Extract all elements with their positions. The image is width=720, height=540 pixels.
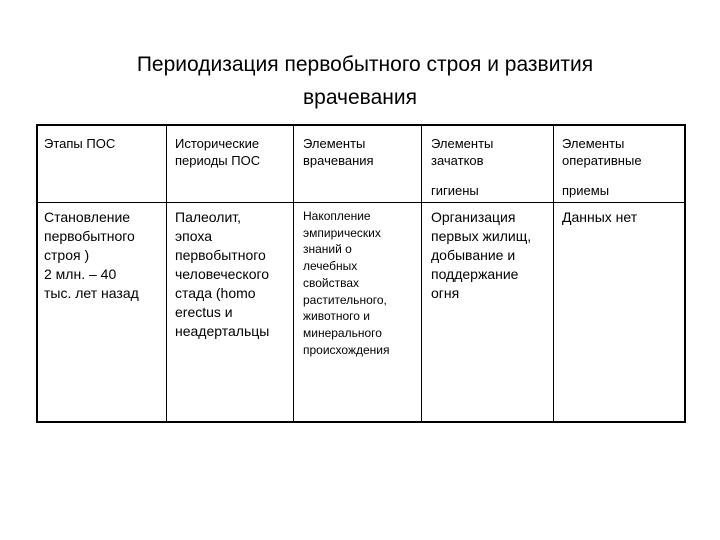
cell-hygiene bbox=[431, 208, 553, 303]
header-healing bbox=[303, 135, 418, 169]
column-divider bbox=[166, 126, 167, 421]
cell-period bbox=[175, 208, 293, 341]
header-text: приемы bbox=[562, 183, 610, 198]
column-divider bbox=[293, 126, 294, 421]
cell-line: стада (homo bbox=[175, 285, 256, 301]
cell-line: Организация bbox=[431, 209, 516, 225]
cell-line: знаний о bbox=[303, 242, 352, 257]
header-text: Элементы bbox=[431, 136, 494, 151]
cell-line: Данных нет bbox=[562, 209, 638, 225]
cell-line: тыс. лет назад bbox=[44, 285, 139, 301]
header-text: Этапы ПОС bbox=[44, 136, 116, 151]
cell-stage bbox=[44, 208, 166, 303]
cell-line: 2 млн. – 40 bbox=[44, 266, 117, 282]
cell-operative bbox=[562, 208, 684, 227]
header-text: Элементы bbox=[303, 136, 366, 151]
header-text: гигиены bbox=[431, 183, 479, 198]
cell-line: первобытного bbox=[44, 228, 135, 244]
cell-line: строя ) bbox=[44, 247, 90, 263]
header-divider bbox=[38, 202, 684, 203]
cell-line: первых жилищ, bbox=[431, 228, 532, 244]
periodization-table bbox=[36, 124, 686, 423]
slide-title bbox=[0, 48, 720, 114]
cell-line: эпоха bbox=[175, 228, 212, 244]
header-text: Элементы bbox=[562, 136, 625, 151]
cell-line: Становление bbox=[44, 209, 131, 225]
header-text: зачатков bbox=[431, 153, 484, 168]
cell-line: огня bbox=[431, 285, 460, 301]
header-stages bbox=[44, 135, 162, 152]
cell-line: первобытного bbox=[175, 247, 266, 263]
cell-line: человеческого bbox=[175, 266, 270, 282]
header-text: Исторические bbox=[175, 136, 260, 151]
header-text: периоды ПОС bbox=[175, 153, 261, 168]
column-divider bbox=[553, 126, 554, 421]
header-operative bbox=[562, 135, 682, 199]
header-text: оперативные bbox=[562, 153, 642, 168]
cell-line: свойствах bbox=[303, 275, 360, 290]
cell-healing bbox=[303, 208, 421, 358]
cell-line: erectus и bbox=[175, 304, 233, 320]
cell-line: Накопление bbox=[303, 209, 371, 223]
cell-line: животного и bbox=[303, 309, 371, 324]
header-text: врачевания bbox=[303, 153, 374, 168]
cell-line: лечебных bbox=[303, 259, 358, 274]
title-line-1: Периодизация первобытного строя и развития bbox=[136, 53, 594, 76]
cell-line: поддержание bbox=[431, 266, 519, 282]
cell-line: Палеолит, bbox=[175, 209, 242, 225]
column-divider bbox=[421, 126, 422, 421]
header-hygiene bbox=[431, 135, 549, 199]
cell-line: эмпирических bbox=[303, 225, 381, 240]
header-periods bbox=[175, 135, 290, 169]
cell-line: добывание и bbox=[431, 247, 516, 263]
cell-line: растительного, bbox=[303, 292, 387, 307]
title-line-2: врачевания bbox=[303, 86, 417, 109]
cell-line: минерального bbox=[303, 325, 382, 340]
cell-line: неадертальцы bbox=[175, 323, 270, 339]
cell-line: происхождения bbox=[303, 342, 390, 357]
